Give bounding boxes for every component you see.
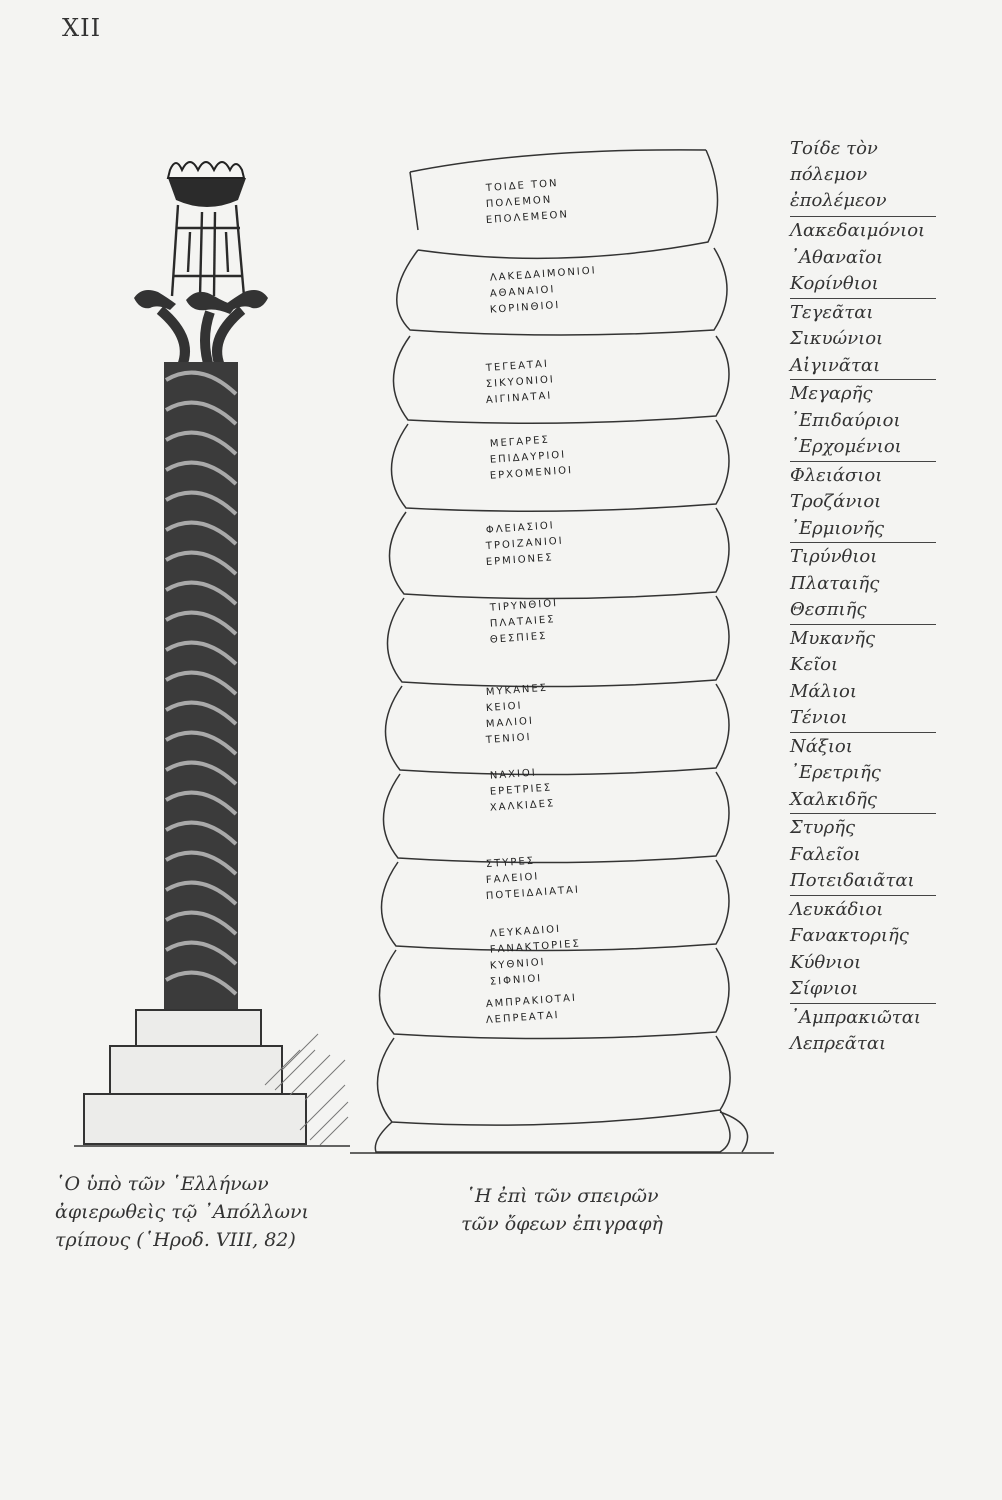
caption-line: τῶν ὄφεων ἐπιγραφὴ: [461, 1213, 663, 1235]
inscription-line: ΧΑΛΚΙΔΕΣ: [489, 798, 556, 814]
city-name: ᾿Ερχομένιοι: [790, 436, 902, 457]
city-name: Ϝανακτοριῆς: [790, 925, 909, 946]
inscription-line: ΛΑΚΕΔΑΙΜΟΝΙΟΙ: [489, 265, 597, 284]
inscription-line: ΑΘΑΝΑΙΟΙ: [489, 284, 556, 300]
city-group: [790, 813, 936, 895]
city-group: [790, 624, 936, 732]
city-name: Λεπρεᾶται: [790, 1033, 887, 1054]
inscription-line: ΤΙΡΥΝΘΙΟΙ: [489, 598, 559, 614]
inscription-line: ΚΟΡΙΝΘΙΟΙ: [489, 299, 561, 316]
city-group: [790, 216, 936, 298]
city-name: Αἰγινᾶται: [790, 354, 881, 376]
heading-line: Τοίδε τὸν: [790, 138, 878, 159]
city-name: Μάλιοι: [790, 680, 857, 702]
inscription-line: ΠΟΛΕΜΟΝ: [485, 194, 553, 211]
caption-line: ῾Η ἐπὶ τῶν σπειρῶν: [465, 1185, 659, 1207]
city-name: ᾿Αμπρακιῶται: [790, 1006, 921, 1028]
inscription-line: ΛΕΥΚΑΔΙΟΙ: [489, 923, 562, 940]
city-name: Κορίνθιοι: [790, 273, 879, 294]
city-name: Νάξιοι: [790, 735, 853, 757]
inscription-line: ΘΕΣΠΙΕΣ: [489, 630, 548, 646]
caption-tripod: [55, 1170, 385, 1254]
inscription-line: ϜΑΛΕΙΟΙ: [485, 871, 540, 887]
inscription-line: ΣΤΥΡΕΣ: [485, 855, 536, 871]
inscription-line: ΤΕΓΕΑΤΑΙ: [485, 358, 550, 375]
caption-line: ῾Ο ὑπὸ τῶν ῾Ελλήνων: [55, 1173, 269, 1195]
caption-inscription: [432, 1182, 692, 1238]
inscription-line: ΑΜΠΡΑΚΙΟΤΑΙ: [485, 992, 578, 1011]
inscription-line: ΦΛΕΙΑΣΙΟΙ: [485, 520, 556, 537]
city-name: Χαλκιδῆς: [790, 788, 877, 810]
page-number: XII: [62, 14, 102, 42]
city-name: Κεῖοι: [790, 654, 839, 675]
inscription-line: ΤΡΟΙΖΑΝΙΟΙ: [485, 535, 565, 553]
city-name: Τένιοι: [790, 707, 848, 728]
city-name: Θεσπιῆς: [790, 599, 867, 620]
city-group: [790, 1003, 936, 1058]
heading-line: πόλεμον: [790, 164, 868, 185]
city-name: ᾿Ερετριῆς: [790, 762, 881, 783]
city-name: Ποτειδαιᾶται: [790, 870, 915, 891]
inscription-line: ΜΥΚΑΝΕΣ: [485, 682, 549, 699]
inscription-line: ΕΠΙΔΑΥΡΙΟΙ: [489, 449, 567, 466]
inscription-line: ΠΛΑΤΑΙΕΣ: [489, 614, 556, 630]
city-name: ᾿Ερμιονῆς: [790, 517, 885, 539]
city-list: [790, 136, 936, 1058]
inscription-line: ΛΕΠΡΕΑΤΑΙ: [485, 1009, 560, 1027]
inscription-line: ΠΟΤΕΙΔΑΙΑΤΑΙ: [485, 884, 581, 903]
inscription-line: ΜΑΛΙΟΙ: [485, 715, 535, 731]
inscription-line: ΚΕΙΟΙ: [485, 700, 523, 715]
city-name: Φλειάσιοι: [790, 464, 883, 486]
city-name: Τιρύνθιοι: [790, 546, 878, 567]
city-name: Πλαταιῆς: [790, 572, 880, 594]
inscription-line: ΣΙΚΥΟΝΙΟΙ: [485, 374, 556, 391]
city-group: [790, 461, 936, 543]
inscription-line: ΜΕΓΑΡΕΣ: [489, 434, 551, 450]
inscription-line: ϜΑΝΑΚΤΟΡΙΕΣ: [489, 938, 582, 956]
city-group: [790, 732, 936, 814]
inscription-line: ΑΙΓΙΝΑΤΑΙ: [485, 390, 553, 407]
city-name: Μεγαρῆς: [790, 383, 873, 404]
city-group: [790, 895, 936, 1003]
city-name: ᾿Επιδαύριοι: [790, 409, 901, 431]
inscription-line: ΕΡΧΟΜΕΝΙΟΙ: [489, 465, 574, 482]
coil-inscriptions: [485, 178, 597, 1026]
inscription-line: ΕΠΟΛΕΜΕΟΝ: [485, 209, 570, 227]
city-name: Τεγεᾶται: [790, 301, 874, 323]
list-heading: [790, 136, 936, 214]
inscription-line: ΤΕΝΙΟΙ: [485, 731, 532, 747]
city-name: Κύθνιοι: [790, 951, 862, 973]
city-name: Σίφνιοι: [790, 978, 859, 999]
city-group: [790, 379, 936, 461]
city-group: [790, 298, 936, 380]
city-group: [790, 542, 936, 624]
caption-line: τρίπους (῾Ηροδ. VIII, 82): [55, 1229, 296, 1251]
city-name: Ϝαλεῖοι: [790, 843, 861, 865]
city-name: Σικυώνιοι: [790, 328, 884, 349]
city-name: Μυκανῆς: [790, 627, 876, 649]
city-name: Λευκάδιοι: [790, 898, 884, 920]
caption-line: ἀφιερωθεὶς τῷ ᾿Απόλλωνι: [55, 1201, 309, 1223]
inscription-line: ΕΡΜΙΟΝΕΣ: [485, 552, 555, 569]
inscription-line: ΤΟΙΔΕ ΤΟΝ: [485, 178, 559, 195]
inscription-line: ΚΥΘΝΙΟΙ: [489, 956, 546, 972]
city-name: Τροζάνιοι: [790, 491, 882, 512]
inscription-line: ΕΡΕΤΡΙΕΣ: [489, 782, 553, 798]
city-name: Λακεδαιμόνιοι: [790, 220, 926, 241]
city-name: ᾿Αθαναῖοι: [790, 246, 884, 268]
inscription-line: ΣΙΦΝΙΟΙ: [489, 973, 543, 988]
city-name: Στυρῆς: [790, 817, 856, 838]
heading-line: ἐπολέμεον: [790, 190, 887, 211]
serpent-column-drawing: [74, 162, 350, 1146]
inscription-line: ΝΑΧΙΟΙ: [489, 767, 538, 782]
